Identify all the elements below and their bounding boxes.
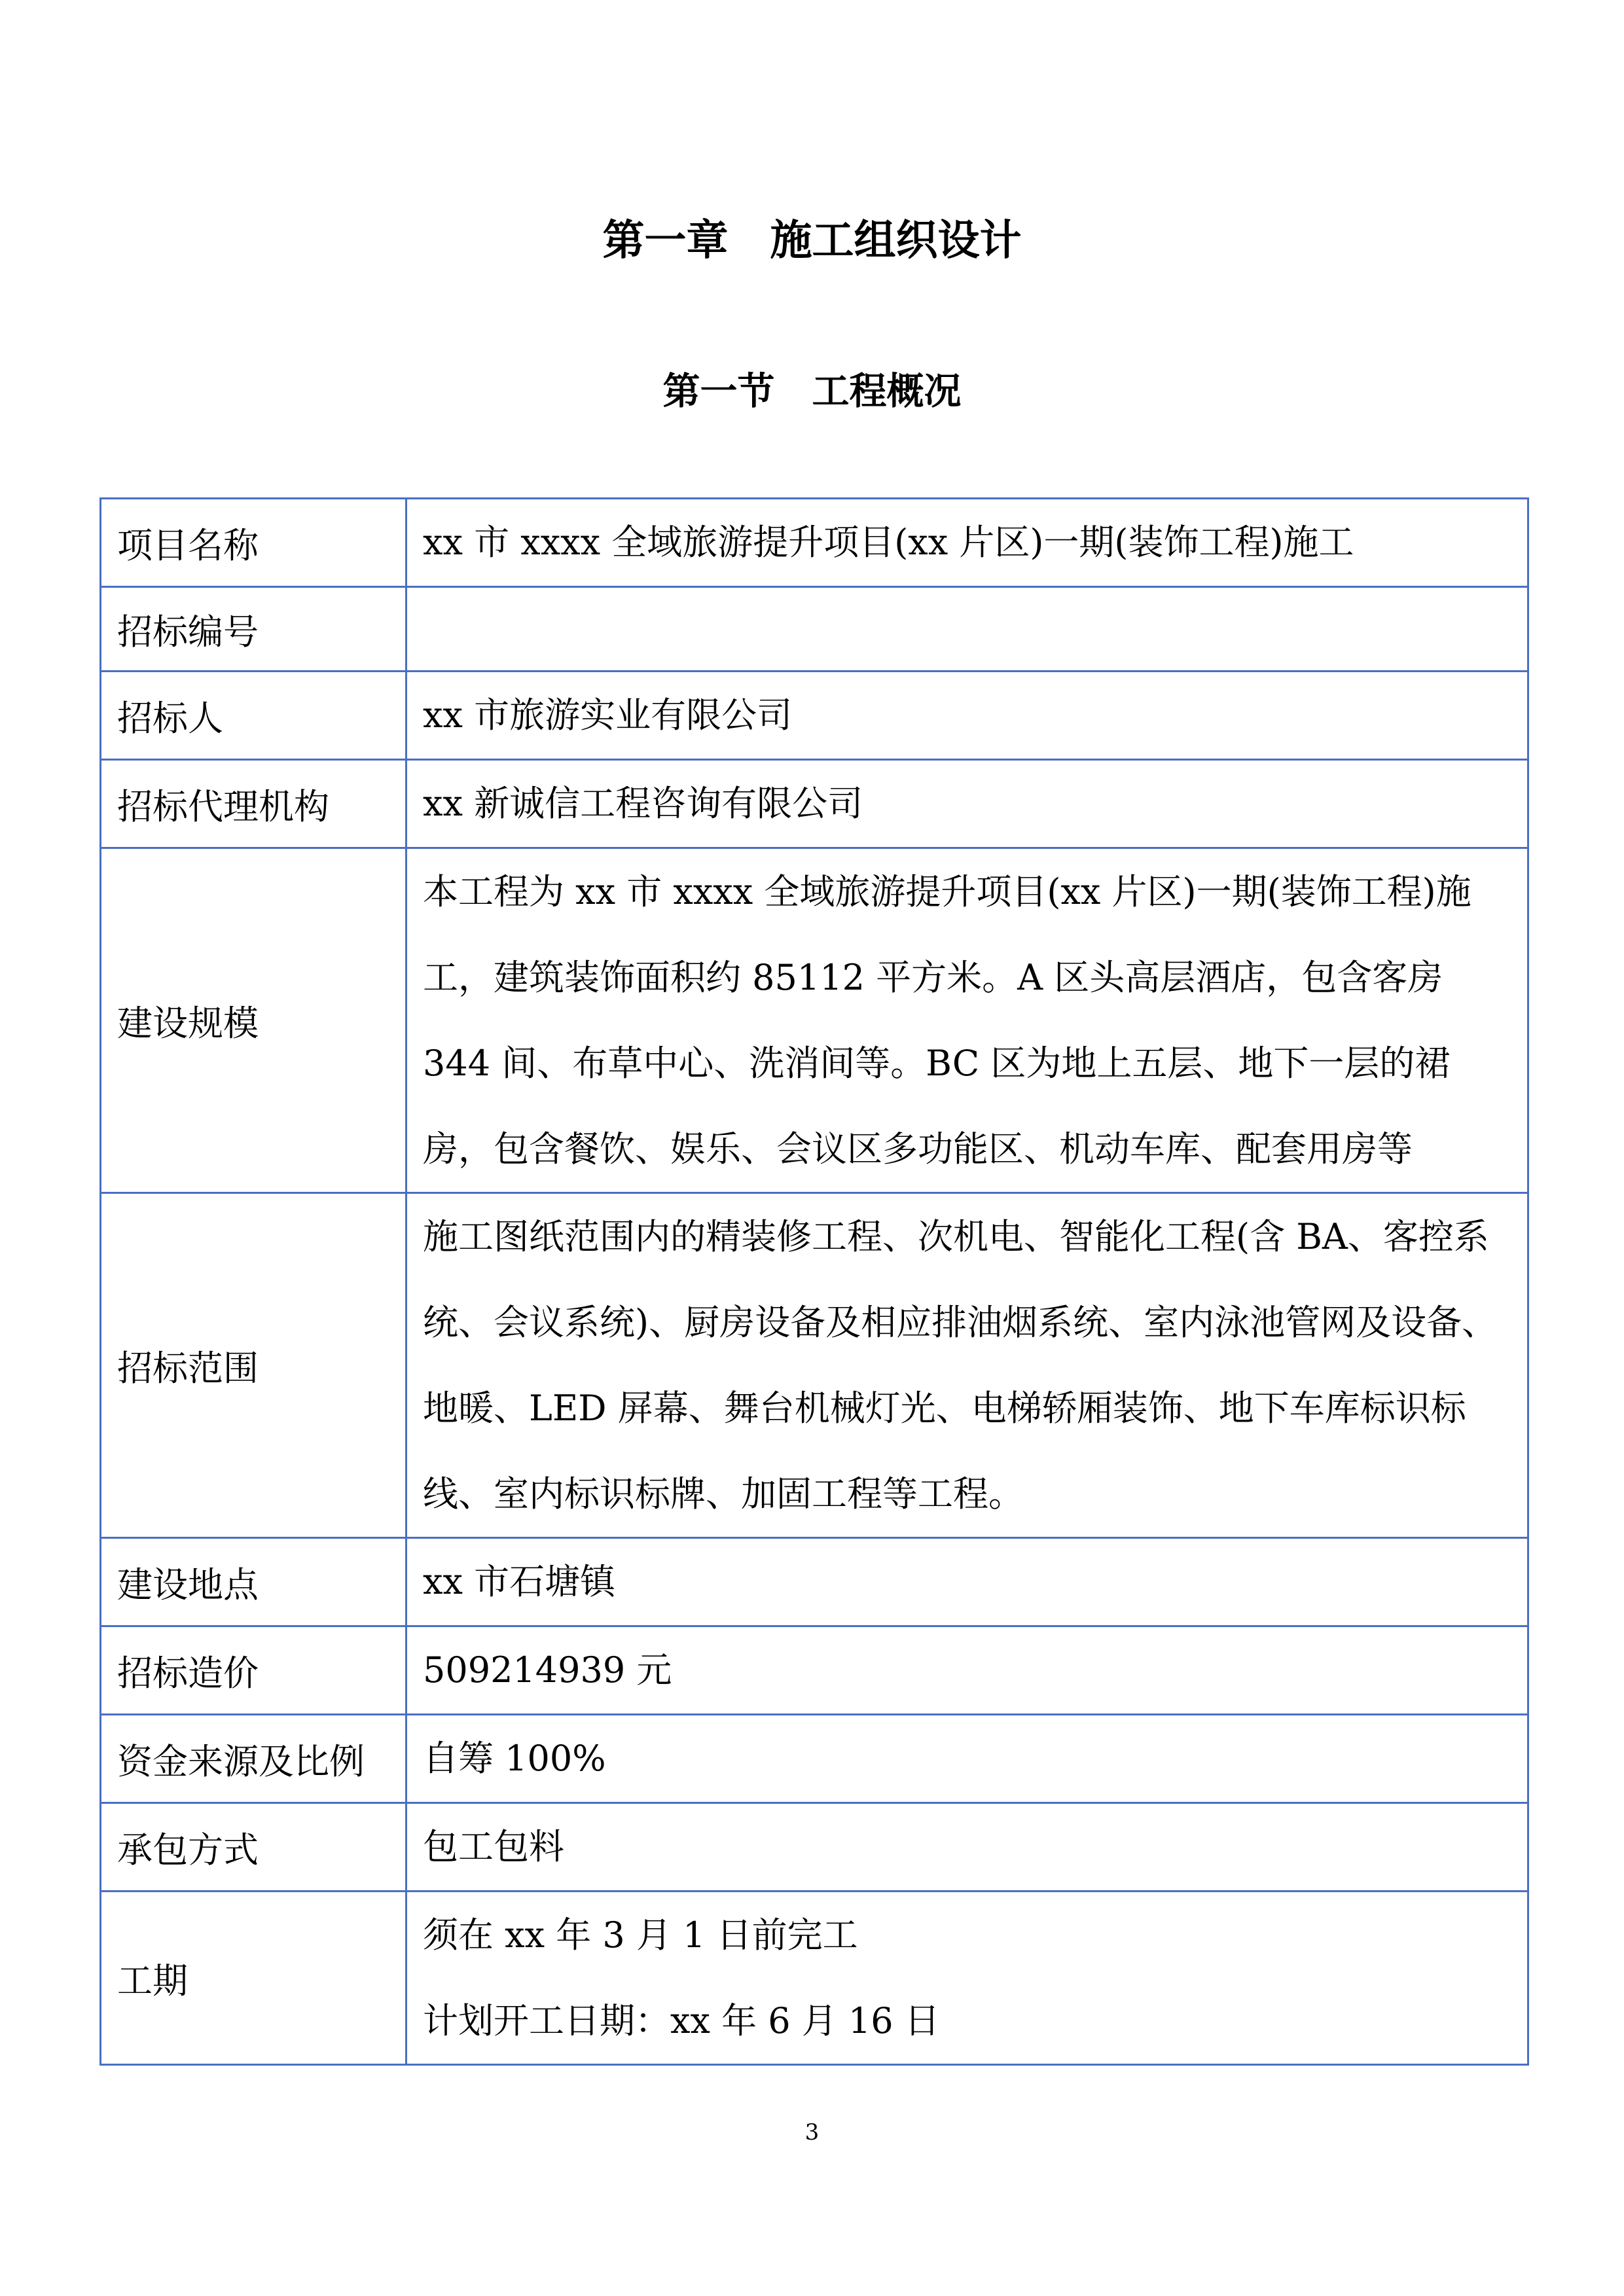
chapter-title: 第一章 施工组织设计 [602,217,1022,265]
table-row-tenderer [101,672,1528,760]
page-number: 3 [804,2119,820,2145]
row-value: 本工程为 xx 市 xxxx 全域旅游提升项目(xx 片区)一期(装饰工程)施工，建筑装饰面积约 85112 平方米。A 区头高层酒店，包含客房 344 间、布草中心、洗消间等。BC 区为地上五层、地下一层的裙房，包含餐饮、娱乐、会议区多功能区、机动车库、配套用房等 [406,848,1528,1193]
table-row-duration [101,1892,1528,2065]
row-label: 招标编号 [101,587,406,672]
table-row-construction-site [101,1538,1528,1626]
row-label: 工期 [101,1892,406,2065]
row-label: 招标代理机构 [101,760,406,848]
table-row-tender-number [101,587,1528,672]
table-row-construction-scale [101,848,1528,1193]
row-label: 项目名称 [101,499,406,587]
table-row-project-name [101,499,1528,587]
row-value: xx 新诚信工程咨询有限公司 [406,760,1528,848]
row-value: 施工图纸范围内的精装修工程、次机电、智能化工程(含 BA、客控系统、会议系统)、厨房设备及相应排油烟系统、室内泳池管网及设备、地暖、LED 屏幕、舞台机械灯光、电梯轿厢装饰、地下车库标识标线、室内标识标牌、加固工程等工程。 [406,1193,1528,1538]
row-value: xx 市石塘镇 [406,1538,1528,1626]
row-label: 建设地点 [101,1538,406,1626]
row-value: xx 市旅游实业有限公司 [406,672,1528,760]
table-row-tender-scope [101,1193,1528,1538]
row-label: 招标造价 [101,1626,406,1715]
row-value: xx 市 xxxx 全域旅游提升项目(xx 片区)一期(装饰工程)施工 [406,499,1528,587]
row-value: 自筹 100% [406,1715,1528,1803]
duration-line-start: 计划开工日期：xx 年 6 月 16 日 [423,2000,940,2041]
row-label: 招标人 [101,672,406,760]
row-value: 509214939 元 [406,1626,1528,1715]
row-label: 建设规模 [101,848,406,1193]
row-value [406,1892,1528,2065]
table-row-tender-cost [101,1626,1528,1715]
row-label: 承包方式 [101,1803,406,1892]
row-label: 资金来源及比例 [101,1715,406,1803]
row-label: 招标范围 [101,1193,406,1538]
table-row-tender-agency [101,760,1528,848]
duration-line-completion: 须在 xx 年 3 月 1 日前完工 [423,1914,858,1956]
table-row-funding-source [101,1715,1528,1803]
row-value: 包工包料 [406,1803,1528,1892]
row-value [406,587,1528,672]
section-title: 第一节 工程概况 [662,370,962,413]
table-row-contract-method [101,1803,1528,1892]
project-overview-table [99,497,1529,2066]
